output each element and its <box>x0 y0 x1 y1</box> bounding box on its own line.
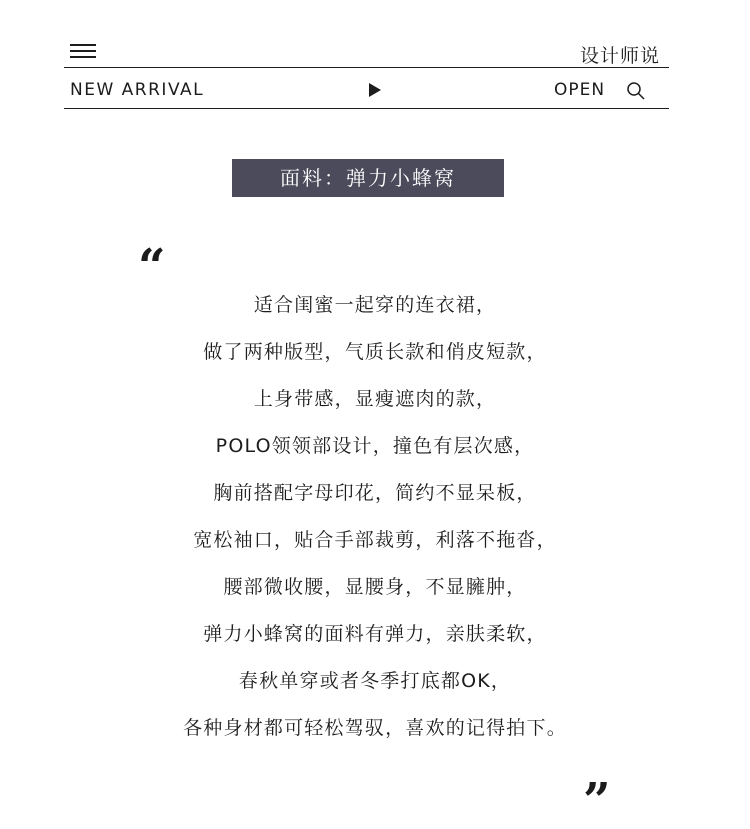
header-bottom-divider <box>64 108 669 109</box>
description-line: 胸前搭配字母印花，简约不显呆板， <box>213 482 537 504</box>
description-text <box>0 282 750 752</box>
search-icon[interactable] <box>626 81 646 101</box>
new-arrival-label: NEW ARRIVAL <box>70 80 205 100</box>
description-line: 上身带感，显瘦遮肉的款， <box>253 388 497 410</box>
brand-title: 设计师说 <box>579 45 660 67</box>
description-line: POLO领领部设计，撞色有层次感， <box>215 435 535 457</box>
open-link[interactable]: OPEN <box>554 80 606 100</box>
description-line: 适合闺蜜一起穿的连衣裙， <box>253 294 497 316</box>
close-quote-mark: ” <box>583 773 611 829</box>
description-line: 各种身材都可轻松驾驭，喜欢的记得拍下。 <box>183 717 567 739</box>
fabric-banner: 面料：弹力小蜂窝 <box>232 159 504 197</box>
menu-icon[interactable] <box>70 44 96 60</box>
header-top-divider <box>64 67 669 68</box>
description-line: 宽松袖口，贴合手部裁剪，利落不拖沓， <box>193 529 557 551</box>
description-line: 弹力小蜂窝的面料有弹力，亲肤柔软， <box>203 623 547 645</box>
description-line: 做了两种版型，气质长款和俏皮短款， <box>203 341 547 363</box>
description-line: 腰部微收腰，显腰身，不显臃肿， <box>223 576 527 598</box>
play-icon[interactable] <box>368 82 382 98</box>
description-line: 春秋单穿或者冬季打底都OK， <box>238 670 512 692</box>
open-quote-mark: “ <box>138 239 166 295</box>
